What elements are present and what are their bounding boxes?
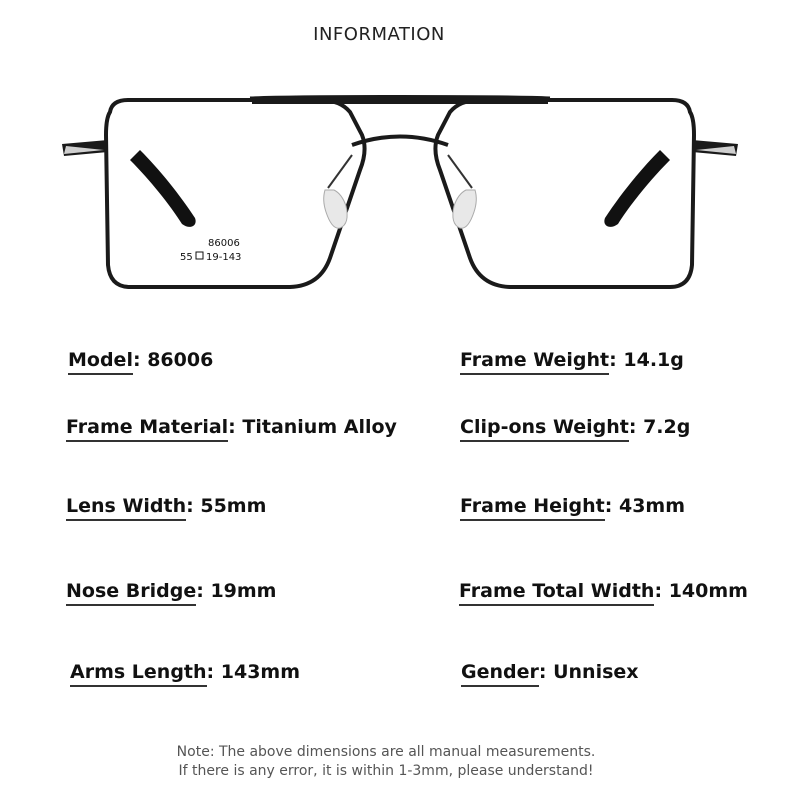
lens-model-text: 86006 — [208, 238, 240, 249]
spec-label: Frame Material — [66, 416, 228, 442]
spec-value: 143mm — [220, 661, 301, 683]
spec-value: 7.2g — [643, 416, 691, 438]
spec-model: Model: 86006 — [68, 349, 213, 375]
page-title: INFORMATION — [313, 24, 445, 45]
spec-lens-width: Lens Width: 55mm — [66, 495, 266, 521]
spec-frame-material: Frame Material: Titanium Alloy — [66, 416, 397, 442]
spec-label: Arms Length — [70, 661, 207, 687]
spec-value: 43mm — [618, 495, 686, 517]
spec-value: Titanium Alloy — [242, 416, 397, 438]
spec-label: Clip-ons Weight — [460, 416, 629, 442]
note-line-2: If there is any error, it is within 1-3mm, please understand! — [178, 763, 594, 779]
spec-nose-bridge: Nose Bridge: 19mm — [66, 580, 276, 606]
spec-label: Frame Total Width — [459, 580, 654, 606]
spec-label: Nose Bridge — [66, 580, 196, 606]
spec-frame-height: Frame Height: 43mm — [460, 495, 685, 521]
spec-value: Unnisex — [553, 661, 639, 683]
spec-value: 86006 — [147, 349, 214, 371]
spec-label: Lens Width — [66, 495, 186, 521]
spec-value: 19mm — [210, 580, 277, 602]
spec-arms-length: Arms Length: 143mm — [70, 661, 300, 687]
lens-size-text-a: 55 — [180, 252, 193, 263]
eyeglasses-image — [0, 80, 800, 310]
lens-size-text-b: 19-143 — [206, 252, 242, 263]
spec-label: Frame Weight — [460, 349, 609, 375]
spec-frame-total-width: Frame Total Width: 140mm — [459, 580, 748, 606]
spec-gender: Gender: Unnisex — [461, 661, 639, 687]
spec-frame-weight: Frame Weight: 14.1g — [460, 349, 684, 375]
spec-value: 140mm — [668, 580, 748, 602]
spec-label: Model — [68, 349, 133, 375]
spec-value: 55mm — [200, 495, 267, 517]
spec-value: 14.1g — [623, 349, 684, 371]
spec-label: Frame Height — [460, 495, 605, 521]
spec-clip-ons-weight: Clip-ons Weight: 7.2g — [460, 416, 690, 442]
spec-label: Gender — [461, 661, 539, 687]
measurement-note — [0, 743, 772, 781]
note-line-1: Note: The above dimensions are all manual measurements. — [176, 744, 596, 760]
